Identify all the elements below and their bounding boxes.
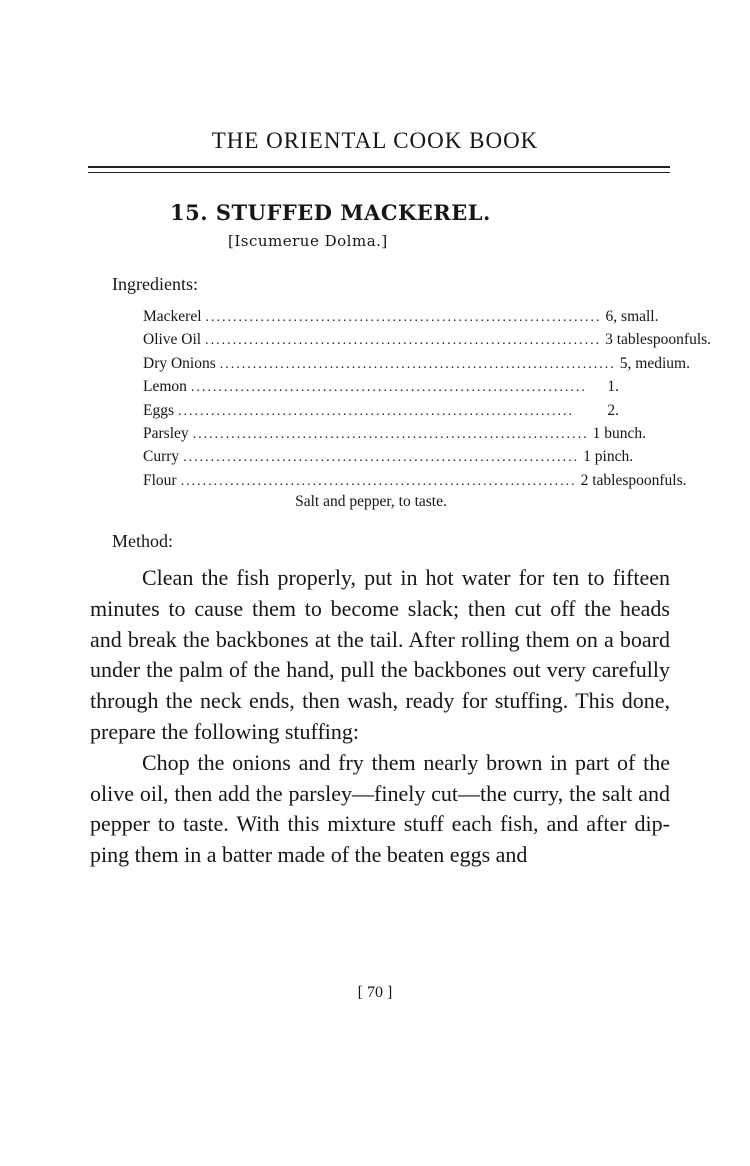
header-rule-thick [88, 166, 670, 168]
ingredient-row [143, 424, 647, 448]
ingredients-list [143, 308, 712, 495]
ingredient-name: Dry Onions [143, 354, 216, 372]
ingredient-row [143, 354, 690, 378]
method-label: Method: [112, 531, 173, 551]
seasoning-note: Salt and pepper, to taste. [295, 493, 447, 510]
running-head: THE ORIENTAL COOK BOOK [211, 128, 539, 153]
ingredient-qty: 3 tablespoonfuls. [605, 331, 712, 349]
ingredient-name: Mackerel [143, 308, 202, 325]
ingredient-qty: 1 pinch. [583, 448, 634, 466]
ingredient-row [143, 471, 687, 495]
ingredient-name: Olive Oil [143, 331, 202, 349]
ingredient-row [143, 448, 634, 471]
method-paragraph: Clean the fish properly, put in hot water for ten to fifteen minutes to cause them to become slack; then cut off the heads and break the backbones at the tail. After rolling them on a board under the palm of the hand, pull the backbones out very carefully through the neck ends, then wash, ready for stuffing. This done, prepare the following stuffing: [90, 565, 670, 744]
ingredient-name: Curry [143, 448, 180, 466]
ingredient-qty: 5, medium. [619, 354, 690, 372]
leader-dots: ........................................................................ [183, 450, 580, 466]
ingredient-row [143, 378, 619, 401]
ingredient-qty: 1. [607, 378, 619, 396]
ingredient-name: Eggs [143, 401, 174, 419]
ingredient-qty: 1 bunch. [592, 424, 647, 442]
leader-dots: ........................................................................ [190, 380, 587, 396]
ingredient-qty: 2. [607, 401, 619, 419]
ingredient-qty: 2 tablespoonfuls. [580, 471, 687, 489]
page-number: [ 70 ] [357, 984, 393, 1001]
header-rule-thin [88, 172, 670, 173]
ingredient-name: Flour [143, 471, 177, 489]
ingredient-name: Lemon [143, 378, 187, 396]
ingredient-row [143, 331, 712, 354]
ingredients-label: Ingredients: [112, 274, 198, 294]
method-paragraph: Chop the onions and fry them nearly brown in part of the olive oil, then add the parsley—finely cut—the curry, the salt and pepper to taste. With this mixture stuff each fish, and after dipping them in a batter made of the beaten eggs and [90, 749, 670, 868]
leader-dots: ........................................................................ [205, 333, 602, 349]
recipe-title: 15. STUFFED MACKEREL. [170, 200, 491, 225]
leader-dots: ........................................................................ [192, 426, 589, 442]
recipe-subtitle: [Iscumerue Dolma.] [228, 232, 388, 250]
leader-dots: ........................................................................ [205, 310, 602, 325]
ingredient-row [143, 402, 619, 425]
leader-dots: ........................................................................ [180, 473, 577, 489]
ingredient-qty: 6, small. [605, 308, 659, 325]
method-text [90, 563, 670, 871]
ingredient-name: Parsley [143, 424, 189, 442]
ingredient-row [143, 308, 659, 331]
leader-dots: ........................................................................ [178, 403, 574, 419]
leader-dots: ........................................................................ [219, 356, 616, 372]
